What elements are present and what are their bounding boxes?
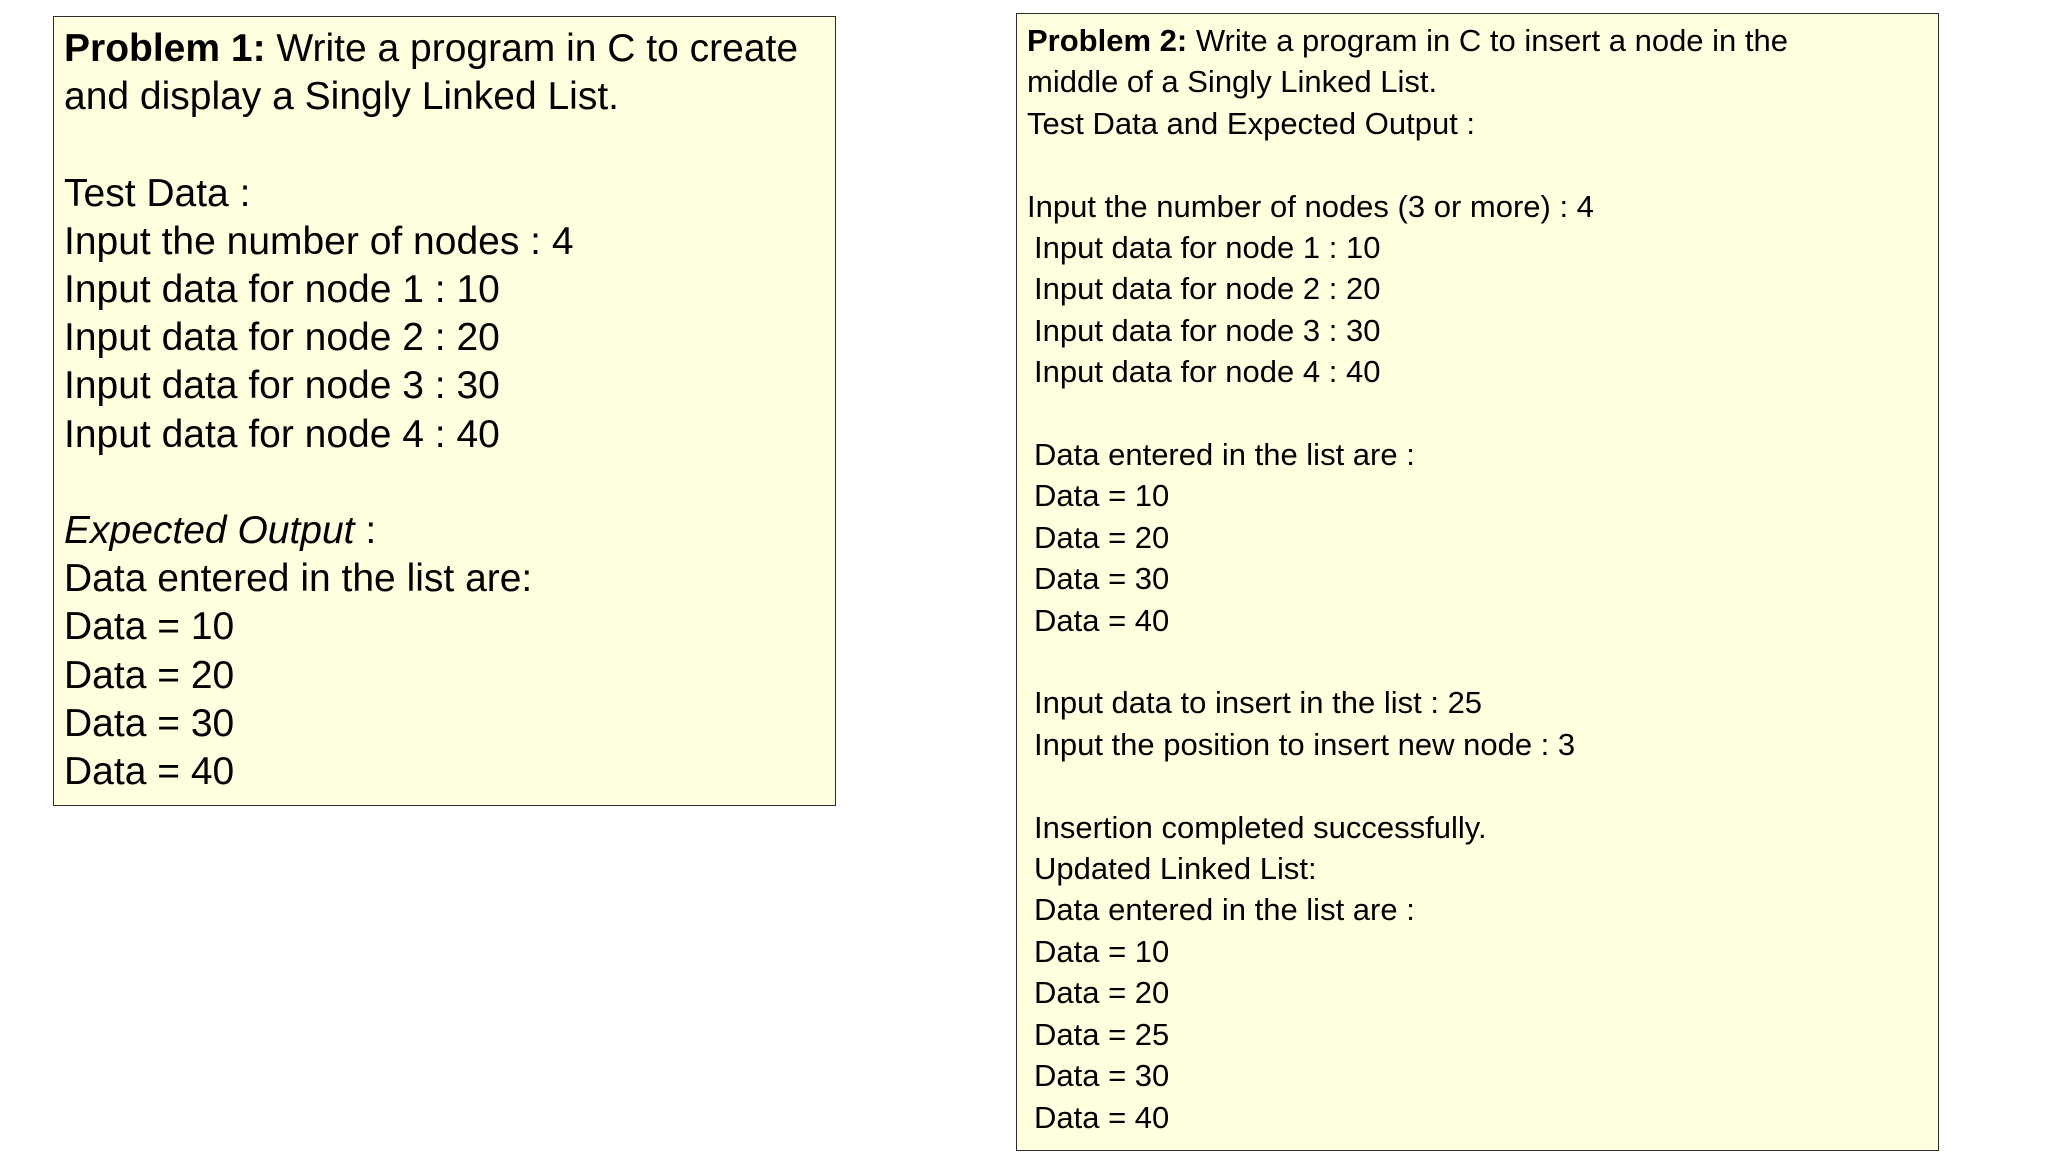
spacer: [1027, 765, 1928, 806]
problem-1-heading: [64, 25, 825, 73]
problem-2-heading-line3: Test Data and Expected Output :: [1027, 105, 1476, 141]
entered-line: Data = 10: [1034, 478, 1170, 514]
problem-2-heading-text: Write a program in C to insert a node in the: [1187, 23, 1788, 58]
output-header: Data entered in the list are:: [64, 557, 533, 601]
problem-1-heading-text: Write a program in C to create: [265, 27, 799, 70]
updated-header: Data entered in the list are :: [1034, 892, 1415, 928]
input-line: Input data for node 1 : 10: [1034, 230, 1381, 266]
output-line: Data = 30: [64, 701, 235, 745]
problem-1-box: [53, 16, 836, 806]
updated-line: Data = 25: [1034, 1016, 1170, 1052]
insert-data-line: Input data to insert in the list : 25: [1034, 685, 1483, 721]
output-line: Data = 40: [64, 750, 235, 794]
input-line: Input the number of nodes : 4: [64, 219, 574, 263]
updated-line: Data = 10: [1034, 933, 1170, 969]
problem-2-label: Problem 2:: [1027, 23, 1188, 58]
test-data-label: Test Data :: [64, 171, 251, 215]
spacer: [1027, 641, 1928, 682]
insert-position-line: Input the position to insert new node : 3: [1034, 726, 1576, 762]
spacer: [1027, 393, 1928, 434]
output-line: Data = 20: [64, 653, 235, 697]
problem-1-label: Problem 1:: [64, 27, 266, 70]
spacer: [64, 459, 825, 507]
expected-output-colon: :: [354, 509, 377, 552]
input-line: Input data for node 2 : 20: [64, 316, 500, 360]
problem-2-heading: [1027, 20, 1928, 61]
input-line: Input data for node 4 : 40: [1034, 354, 1381, 390]
input-line: Input data for node 3 : 30: [64, 364, 500, 408]
spacer: [1027, 144, 1928, 185]
input-line: Input data for node 2 : 20: [1034, 271, 1381, 307]
problem-1-heading-line2: and display a Singly Linked List.: [64, 75, 620, 119]
entered-header: Data entered in the list are :: [1034, 437, 1415, 473]
problem-2-box: [1016, 13, 1939, 1151]
updated-list-label: Updated Linked List:: [1034, 851, 1317, 887]
entered-line: Data = 40: [1034, 602, 1170, 638]
problem-2-heading-line2: middle of a Singly Linked List.: [1027, 64, 1438, 100]
updated-line: Data = 20: [1034, 975, 1170, 1011]
success-line: Insertion completed successfully.: [1034, 809, 1487, 845]
input-line: Input data for node 1 : 10: [64, 268, 500, 311]
node-count-line: Input the number of nodes (3 or more) : 4: [1027, 188, 1594, 224]
expected-output-label: [64, 507, 825, 555]
entered-line: Data = 20: [1034, 519, 1170, 555]
input-line: Input data for node 4 : 40: [64, 412, 500, 456]
spacer: [64, 121, 825, 169]
input-line: Input data for node 3 : 30: [1034, 312, 1381, 348]
output-line: Data = 10: [64, 605, 235, 649]
updated-line: Data = 30: [1034, 1058, 1170, 1094]
updated-line: Data = 40: [1034, 1099, 1170, 1135]
expected-output-italic: Expected Output: [64, 509, 355, 552]
entered-line: Data = 30: [1034, 561, 1170, 597]
